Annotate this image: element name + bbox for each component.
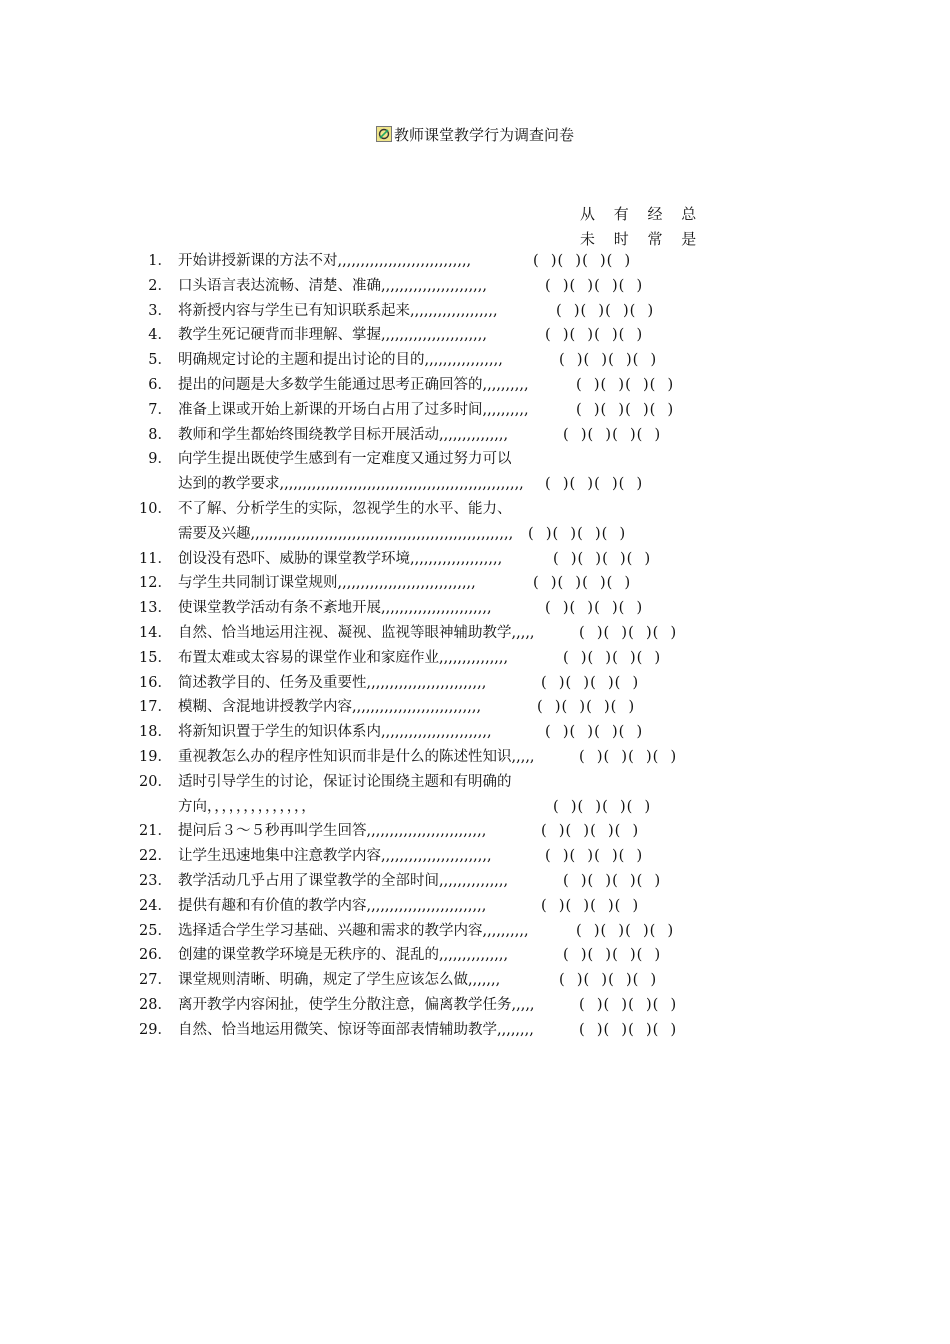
question-text: 需要及兴趣,,,,,,,,,,,,,,,,,,,,,,,,,,,,,,,,,,,,,,,,,,,,,,,,,,,,,,,,,	[178, 525, 514, 542]
answer-blanks[interactable]: ( )( )( )( )	[545, 476, 644, 493]
question-number: 28．	[139, 997, 172, 1013]
answer-blanks[interactable]: ( )( )( )( )	[553, 550, 652, 567]
answer-blanks[interactable]: ( )( )( )( )	[545, 600, 644, 617]
question-number: 6．	[148, 377, 172, 393]
scale-header-line-2: 未 时 常 是	[580, 230, 704, 248]
question-number: 19．	[139, 749, 172, 765]
question-number: 22．	[139, 848, 172, 865]
question-number: 13．	[139, 600, 172, 617]
answer-blanks[interactable]: ( )( )( )( )	[579, 625, 678, 641]
question-number: 27．	[139, 972, 172, 989]
question-text: 将新知识置于学生的知识体系内,,,,,,,,,,,,,,,,,,,,,,,,	[178, 724, 492, 741]
question-number: 21．	[139, 823, 172, 840]
answer-blanks[interactable]: ( )( )( )( )	[559, 352, 658, 369]
question-number: 5．	[148, 352, 172, 369]
answer-blanks[interactable]: ( )( )( )( )	[559, 972, 658, 989]
question-text: 提出的问题是大多数学生能通过思考正确回答的,,,,,,,,,,	[178, 377, 529, 393]
answer-blanks[interactable]: ( )( )( )( )	[563, 947, 662, 964]
pencil-icon	[376, 126, 392, 142]
answer-blanks[interactable]: ( )( )( )( )	[579, 749, 678, 765]
question-text: 达到的教学要求,,,,,,,,,,,,,,,,,,,,,,,,,,,,,,,,,,,,,,,,,,,,,,,,,,,,,	[178, 476, 524, 493]
question-number: 9．	[148, 451, 172, 468]
question-number: 16．	[139, 674, 172, 691]
question-number: 18．	[139, 724, 172, 741]
question-number: 2．	[148, 277, 172, 294]
question-text: 自然、恰当地运用注视、凝视、监视等眼神辅助教学,,,,,	[178, 625, 535, 641]
question-number: 4．	[148, 327, 172, 344]
question-number: 26．	[139, 947, 172, 964]
question-text: 教师和学生都始终围绕教学目标开展活动,,,,,,,,,,,,,,,	[178, 426, 509, 443]
answer-blanks[interactable]: ( )( )( )( )	[541, 823, 640, 840]
question-number: 12．	[139, 575, 172, 592]
question-text: 创建的课堂教学环境是无秩序的、混乱的,,,,,,,,,,,,,,,	[178, 947, 509, 964]
answer-blanks[interactable]: ( )( )( )( )	[553, 798, 652, 815]
question-text: 明确规定讨论的主题和提出讨论的目的,,,,,,,,,,,,,,,,,	[178, 352, 503, 369]
question-text: 将新授内容与学生已有知识联系起来,,,,,,,,,,,,,,,,,,,	[178, 302, 498, 319]
question-number: 14．	[139, 625, 172, 641]
question-text: 模糊、含混地讲授教学内容,,,,,,,,,,,,,,,,,,,,,,,,,,,,	[178, 699, 482, 716]
question-text: 重视教怎么办的程序性知识而非是什么的陈述性知识,,,,,	[178, 749, 535, 765]
question-number: 17．	[139, 699, 172, 716]
answer-blanks[interactable]: ( )( )( )( )	[579, 997, 678, 1013]
question-text: 方向，，，，，，，，，，，，，，	[178, 798, 316, 815]
answer-blanks[interactable]: ( )( )( )( )	[545, 724, 644, 741]
question-text: 口头语言表达流畅、清楚、准确,,,,,,,,,,,,,,,,,,,,,,,	[178, 277, 488, 294]
question-number: 20．	[139, 773, 172, 790]
question-text: 教学生死记硬背而非理解、掌握,,,,,,,,,,,,,,,,,,,,,,,	[178, 327, 488, 344]
answer-blanks[interactable]: ( )( )( )( )	[563, 873, 662, 889]
answer-blanks[interactable]: ( )( )( )( )	[533, 575, 632, 592]
question-text: 与学生共同制订课堂规则,,,,,,,,,,,,,,,,,,,,,,,,,,,,,,	[178, 575, 476, 592]
answer-blanks[interactable]: ( )( )( )( )	[563, 426, 662, 443]
question-number: 3．	[148, 302, 172, 319]
question-text: 课堂规则清晰、明确，规定了学生应该怎么做,,,,,,,	[178, 972, 501, 989]
scale-header-line-1: 从 有 经 总	[580, 205, 704, 223]
answer-blanks[interactable]: ( )( )( )( )	[545, 277, 644, 294]
question-number: 11．	[139, 550, 172, 567]
question-text: 自然、恰当地运用微笑、惊讶等面部表情辅助教学,,,,,,,,	[178, 1021, 534, 1038]
answer-blanks[interactable]: ( )( )( )( )	[545, 327, 644, 344]
question-text: 提问后３～５秒再叫学生回答,,,,,,,,,,,,,,,,,,,,,,,,,,	[178, 823, 487, 840]
answer-blanks[interactable]: ( )( )( )( )	[533, 253, 632, 269]
question-number: 1．	[148, 253, 172, 269]
question-text: 提供有趣和有价值的教学内容,,,,,,,,,,,,,,,,,,,,,,,,,,	[178, 897, 487, 914]
answer-blanks[interactable]: ( )( )( )( )	[563, 649, 662, 666]
question-text: 创设没有恐吓、威胁的课堂教学环境,,,,,,,,,,,,,,,,,,,,	[178, 550, 503, 567]
question-text: 开始讲授新课的方法不对,,,,,,,,,,,,,,,,,,,,,,,,,,,,,	[178, 253, 472, 269]
answer-blanks[interactable]: ( )( )( )( )	[576, 922, 675, 939]
question-number: 10．	[139, 501, 172, 517]
question-number: 7．	[148, 401, 172, 418]
question-text: 布置太难或太容易的课堂作业和家庭作业,,,,,,,,,,,,,,,	[178, 649, 509, 666]
document-title	[0, 124, 950, 145]
answer-blanks[interactable]: ( )( )( )( )	[541, 897, 640, 914]
question-text: 准备上课或开始上新课的开场白占用了过多时间,,,,,,,,,,	[178, 401, 529, 418]
question-number: 15．	[139, 649, 172, 666]
question-text: 选择适合学生学习基础、兴趣和需求的教学内容,,,,,,,,,,	[178, 922, 529, 939]
question-text: 不了解、分析学生的实际，忽视学生的水平、能力、	[178, 501, 512, 517]
answer-blanks[interactable]: ( )( )( )( )	[541, 674, 640, 691]
question-text: 教学活动几乎占用了课堂教学的全部时间,,,,,,,,,,,,,,,	[178, 873, 509, 889]
title-text: 教师课堂教学行为调查问卷	[393, 126, 574, 144]
answer-blanks[interactable]: ( )( )( )( )	[576, 377, 675, 393]
question-number: 23．	[139, 873, 172, 889]
answer-blanks[interactable]: ( )( )( )( )	[576, 401, 675, 418]
question-number: 29．	[139, 1021, 172, 1038]
answer-blanks[interactable]: ( )( )( )( )	[528, 525, 627, 542]
question-number: 24．	[139, 897, 172, 914]
question-text: 使课堂教学活动有条不紊地开展,,,,,,,,,,,,,,,,,,,,,,,,	[178, 600, 492, 617]
question-number: 8．	[148, 426, 172, 443]
answer-blanks[interactable]: ( )( )( )( )	[556, 302, 655, 319]
question-text: 向学生提出既使学生感到有一定难度又通过努力可以	[178, 451, 512, 468]
answer-blanks[interactable]: ( )( )( )( )	[537, 699, 636, 716]
answer-blanks[interactable]: ( )( )( )( )	[545, 848, 644, 865]
question-text: 让学生迅速地集中注意教学内容,,,,,,,,,,,,,,,,,,,,,,,,	[178, 848, 492, 865]
answer-blanks[interactable]: ( )( )( )( )	[579, 1021, 678, 1038]
question-text: 简述教学目的、任务及重要性,,,,,,,,,,,,,,,,,,,,,,,,,,	[178, 674, 487, 691]
question-number: 25．	[139, 922, 172, 939]
question-text: 适时引导学生的讨论，保证讨论围绕主题和有明确的	[178, 773, 512, 790]
question-text: 离开教学内容闲扯，使学生分散注意，偏离教学任务,,,,,	[178, 997, 535, 1013]
